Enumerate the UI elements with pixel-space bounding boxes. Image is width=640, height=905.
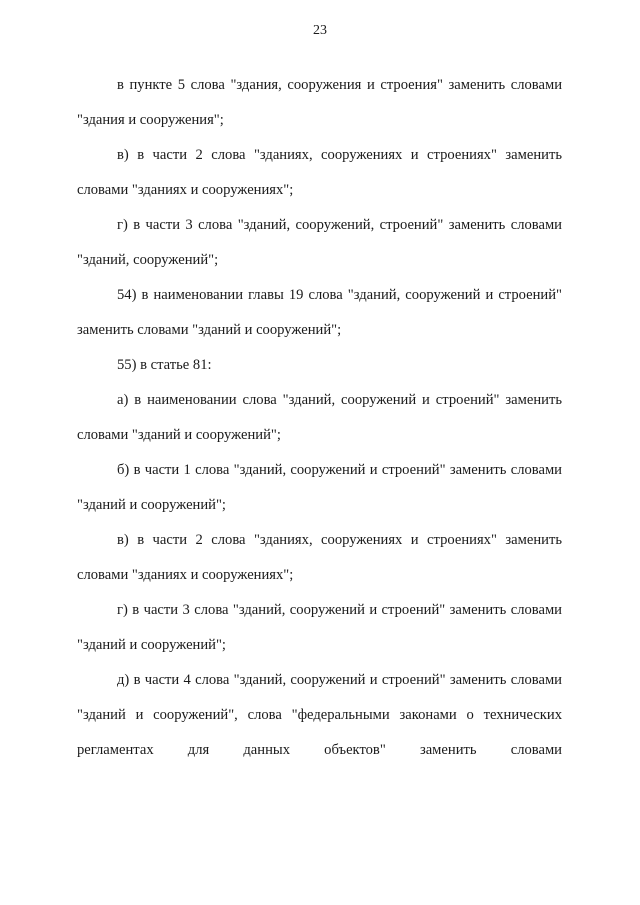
paragraph-subitem-v: в) в части 2 слова "зданиях, сооружениях и строениях" заменить словами "зданиях и сооружениях"; bbox=[77, 532, 562, 583]
paragraph-subitem-d: д) в части 4 слова "зданий, сооружений и строений" заменить словами "зданий и сооружений", слова "федеральными законами о технических регламентах для данных объектов" заменить словами bbox=[77, 672, 562, 758]
paragraph-item-v: в) в части 2 слова "зданиях, сооружениях и строениях" заменить словами "зданиях и сооружениях"; bbox=[77, 147, 562, 198]
paragraph-item-g: г) в части 3 слова "зданий, сооружений, строений" заменить словами "зданий, сооружений"; bbox=[77, 217, 562, 268]
paragraph-item-54: 54) в наименовании главы 19 слова "зданий, сооружений и строений" заменить словами "зданий и сооружений"; bbox=[77, 287, 562, 338]
paragraph-item-55: 55) в статье 81: bbox=[117, 357, 212, 373]
paragraph-item-5: в пункте 5 слова "здания, сооружения и строения" заменить словами "здания и сооружения"; bbox=[77, 77, 562, 128]
paragraph-subitem-b: б) в части 1 слова "зданий, сооружений и строений" заменить словами "зданий и сооружений"; bbox=[77, 462, 562, 513]
page-number: 23 bbox=[313, 23, 327, 38]
paragraph-subitem-a: а) в наименовании слова "зданий, сооружений и строений" заменить словами "зданий и сооружений"; bbox=[77, 392, 562, 443]
paragraph-subitem-g: г) в части 3 слова "зданий, сооружений и строений" заменить словами "зданий и сооружений"; bbox=[77, 602, 562, 653]
document-body bbox=[77, 68, 562, 768]
